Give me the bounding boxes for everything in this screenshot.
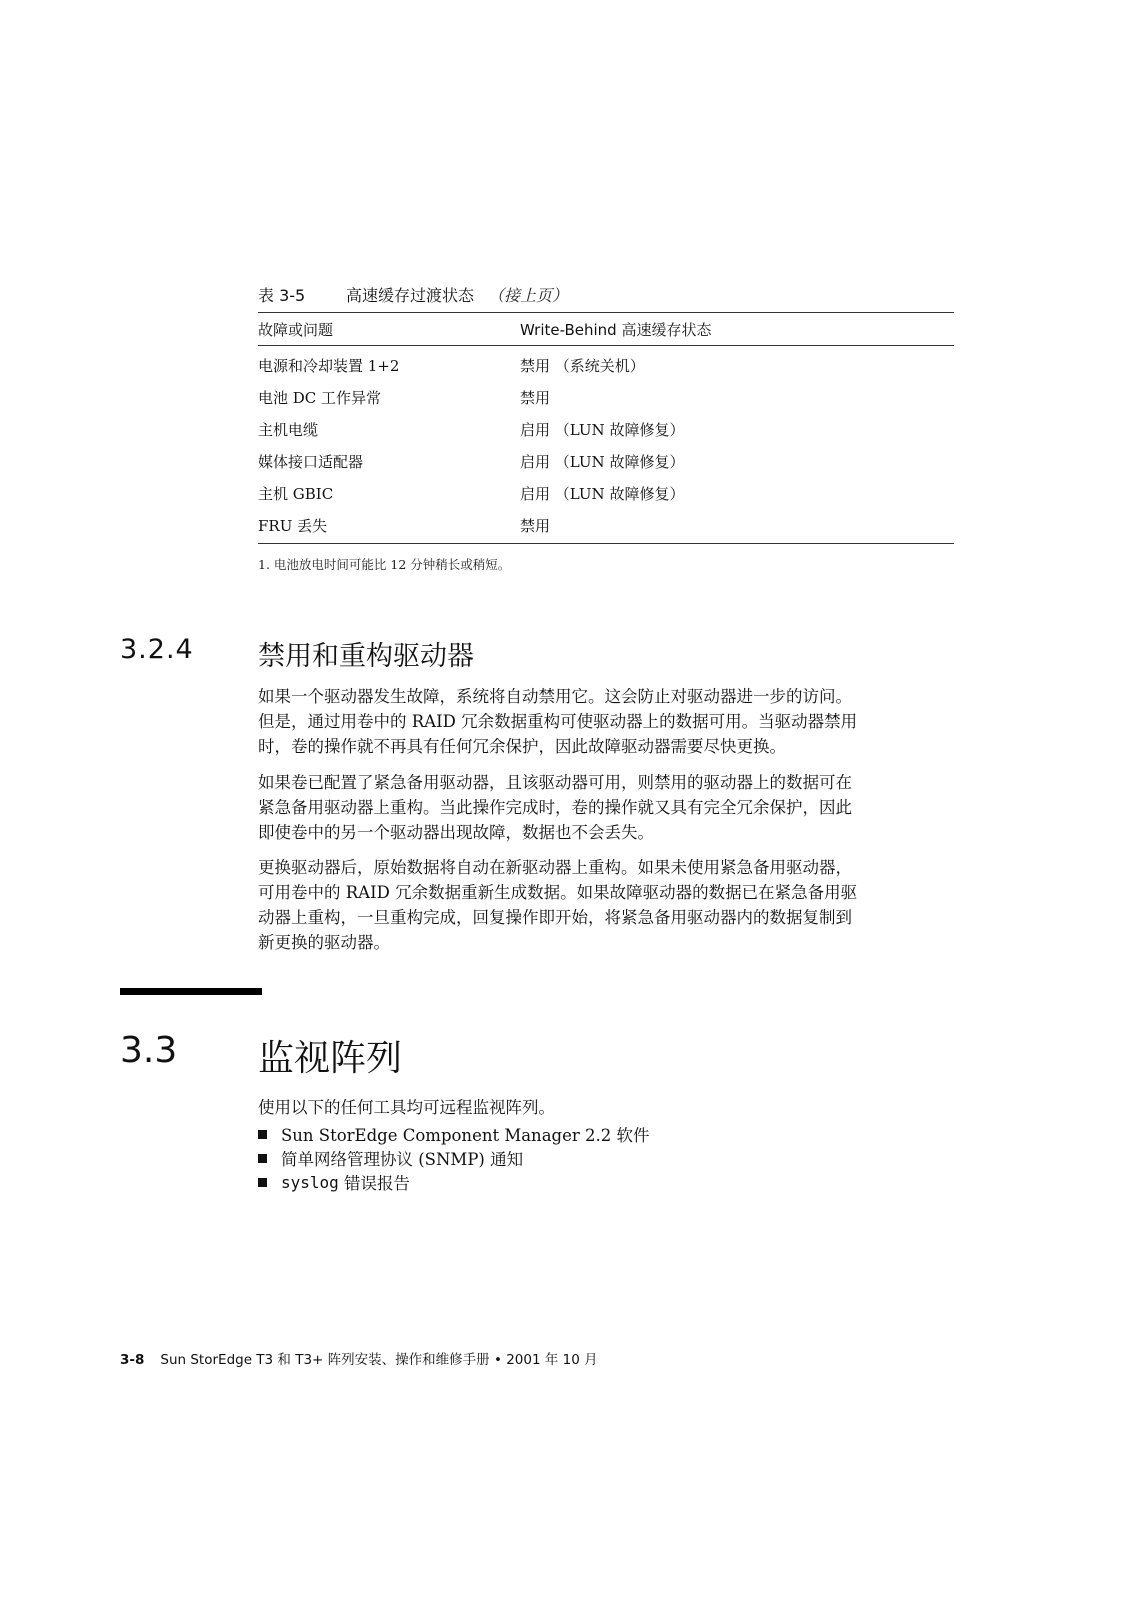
paragraph-line: 如果一个驱动器发生故障，系统将自动禁用它。这会防止对驱动器进一步的访问。 [258, 687, 852, 706]
table-cell-state: 启用 （LUN 故障修复） [520, 452, 685, 471]
table-row [258, 349, 954, 381]
page-footer [120, 1348, 598, 1368]
list-item-text: 简单网络管理协议 (SNMP) 通知 [281, 1150, 524, 1169]
table-footnote: 1. 电池放电时间可能比 12 分钟稍长或稍短。 [258, 557, 511, 572]
monitoring-tools-list [258, 1122, 649, 1194]
table-cell-fault: 主机 GBIC [258, 484, 334, 503]
list-item-text: 错误报告 [338, 1174, 411, 1193]
paragraph-line: 可用卷中的 RAID 冗余数据重新生成数据。如果故障驱动器的数据已在紧急备用驱 [258, 883, 858, 902]
list-item-text: Sun StorEdge Component Manager 2.2 软件 [281, 1126, 650, 1145]
paragraph-line: 紧急备用驱动器上重构。当此操作完成时，卷的操作就又具有完全冗余保护，因此 [258, 798, 852, 817]
table-cell-fault: 主机电缆 [258, 420, 319, 439]
table-caption [258, 283, 568, 306]
table-cell-fault: 媒体接口适配器 [258, 452, 364, 471]
paragraph-line: 但是，通过用卷中的 RAID 冗余数据重构可使驱动器上的数据可用。当驱动器禁用 [258, 712, 858, 731]
table-number: 表 3-5 [258, 286, 306, 305]
paragraph [258, 684, 958, 759]
table-cell-state: 启用 （LUN 故障修复） [520, 420, 685, 439]
paragraph-line: 更换驱动器后，原始数据将自动在新驱动器上重构。如果未使用紧急备用驱动器， [258, 858, 852, 877]
section-number: 3.2.4 [120, 634, 194, 665]
square-bullet-icon [258, 1154, 267, 1163]
table-cell-fault: 电池 DC 工作异常 [258, 388, 382, 407]
table-body [258, 346, 954, 544]
table-row [258, 477, 954, 509]
table-cell-state: 禁用 [520, 388, 551, 407]
square-bullet-icon [258, 1130, 267, 1139]
paragraph-line: 即使卷中的另一个驱动器出现故障，数据也不会丢失。 [258, 823, 654, 842]
list-item-code: syslog [281, 1172, 339, 1192]
table-continued-label: （接上页） [488, 286, 569, 305]
chapter-section-bar [120, 988, 262, 995]
square-bullet-icon [258, 1178, 267, 1187]
table-cell-state: 启用 （LUN 故障修复） [520, 484, 685, 503]
paragraph-line: 时，卷的操作就不再具有任何冗余保护，因此故障驱动器需要尽快更换。 [258, 737, 786, 756]
table-cell-fault: FRU 丢失 [258, 516, 328, 535]
page-number: 3-8 [120, 1352, 145, 1368]
paragraph-line: 新更换的驱动器。 [258, 933, 390, 952]
footer-text: Sun StorEdge T3 和 T3+ 阵列安装、操作和维修手册 • 2001 年 10 月 [160, 1352, 598, 1368]
table-row [258, 381, 954, 413]
paragraph-line: 动器上重构，一旦重构完成，回复操作即开始，将紧急备用驱动器内的数据复制到 [258, 908, 852, 927]
table-header-fault: 故障或问题 [258, 320, 334, 339]
table-cell-fault: 电源和冷却装置 1+2 [258, 356, 400, 375]
list-item [258, 1170, 649, 1194]
section-intro: 使用以下的任何工具均可远程监视阵列。 [258, 1098, 555, 1117]
cache-transition-table [258, 312, 954, 544]
table-title: 高速缓存过渡状态 [346, 286, 475, 305]
list-item [258, 1122, 649, 1146]
paragraph-line: 如果卷已配置了紧急备用驱动器，且该驱动器可用，则禁用的驱动器上的数据可在 [258, 773, 852, 792]
paragraph [258, 770, 958, 845]
section-title: 禁用和重构驱动器 [258, 641, 474, 672]
table-row [258, 509, 954, 541]
table-header-row [258, 313, 954, 346]
table-header-cache-state: Write-Behind 高速缓存状态 [520, 320, 712, 339]
table-row [258, 413, 954, 445]
paragraph [258, 855, 958, 955]
section-number: 3.3 [120, 1030, 178, 1071]
section-title: 监视阵列 [258, 1038, 403, 1079]
table-row [258, 445, 954, 477]
table-cell-state: 禁用 （系统关机） [520, 356, 645, 375]
list-item [258, 1146, 649, 1170]
table-cell-state: 禁用 [520, 516, 551, 535]
